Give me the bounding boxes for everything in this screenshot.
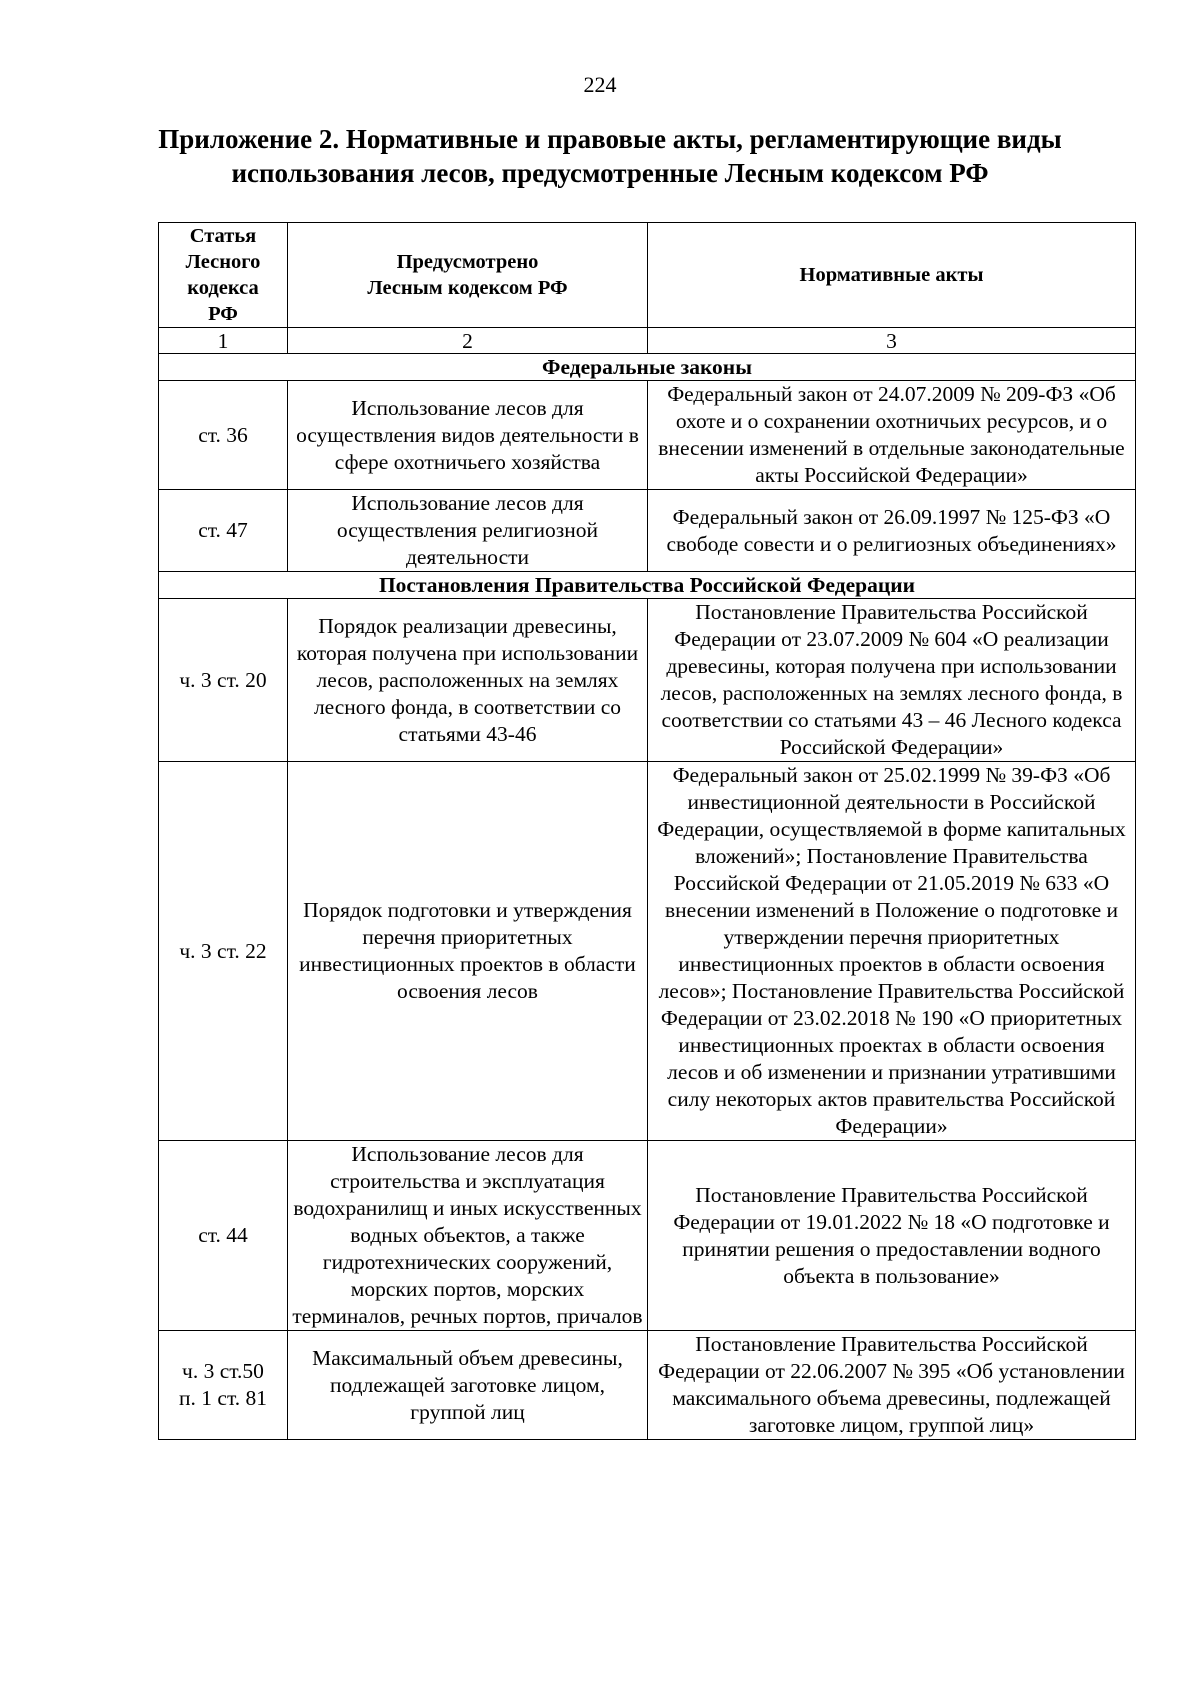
article-reference: ч. 3 ст. 20 [179, 667, 267, 692]
section-row [159, 354, 1136, 381]
provision-cell: Порядок реализации древесины, которая получена при использовании лесов, расположенных на землях лесного фонда, в соответствии со статьями 43-46 [288, 599, 648, 762]
header-article-line: Статья [189, 225, 257, 247]
article-reference: ст. 44 [198, 1223, 248, 1247]
provision-cell: Порядок подготовки и утверждения перечня приоритетных инвестиционных проектов в области освоения лесов [288, 762, 648, 1141]
article-reference: п. 1 ст. 81 [179, 1386, 267, 1410]
article-reference: ст. 36 [198, 422, 248, 447]
header-provision-line: Предусмотрено [396, 251, 539, 273]
acts-cell: Федеральный закон от 26.09.1997 № 125-ФЗ «О свободе совести и о религиозных объединениях» [648, 490, 1136, 572]
section-row [159, 572, 1136, 599]
article-cell [159, 1141, 288, 1331]
article-cell [159, 762, 288, 1141]
header-provision-line: Лесным кодексом РФ [367, 277, 568, 299]
regulations-table [158, 222, 1136, 1440]
table-row [159, 490, 1136, 572]
page-title [150, 122, 1070, 190]
header-article-line: Лесного [185, 251, 261, 273]
section-title: Постановления Правительства Российской Федерации [159, 572, 1136, 599]
article-cell [159, 490, 288, 572]
acts-cell: Федеральный закон от 24.07.2009 № 209-ФЗ «Об охоте и о сохранении охотничьих ресурсов, и о внесении изменений в отдельные законодательные акты Российской Федерации» [648, 381, 1136, 490]
table-row [159, 1331, 1136, 1440]
acts-cell: Федеральный закон от 25.02.1999 № 39-ФЗ «Об инвестиционной деятельности в Российской Федерации, осуществляемой в форме капитальных вложений»; Постановление Правительства Российской Федерации от 21.05.2019 № 633 «О внесении изменений в Положение о подготовке и утверждении перечня приоритетных инвестиционных проектов в области освоения лесов»; Постановление Правительства Российской Федерации от 23.02.2018 № 190 «О приоритетных инвестиционных проектах в области освоения лесов и об изменении и признании утратившими силу некоторых актов правительства Российской Федерации» [648, 762, 1136, 1141]
table-header-row [159, 223, 1136, 328]
provision-cell: Использование лесов для строительства и эксплуатация водохранилищ и иных искусственных водных объектов, а также гидротехнических сооружений, морских портов, морских терминалов, речных портов, причалов [288, 1141, 648, 1331]
table-row [159, 599, 1136, 762]
header-article [159, 223, 288, 328]
article-reference: ч. 3 ст.50 [182, 1359, 264, 1383]
page-title-line-2: использования лесов, предусмотренные Лесным кодексом РФ [231, 158, 989, 188]
acts-cell: Постановление Правительства Российской Федерации от 22.06.2007 № 395 «Об установлении максимального объема древесины, подлежащей заготовке лицом, группой лиц» [648, 1331, 1136, 1440]
header-article-line: РФ [208, 303, 238, 325]
column-number: 2 [288, 328, 648, 354]
article-reference: ст. 47 [198, 518, 248, 542]
provision-cell: Использование лесов для осуществления религиозной деятельности [288, 490, 648, 572]
column-number-row [159, 328, 1136, 354]
header-article-line: кодекса [187, 277, 259, 299]
article-cell [159, 381, 288, 490]
table-body [159, 328, 1136, 1440]
header-provision [288, 223, 648, 328]
column-number: 3 [648, 328, 1136, 354]
section-title: Федеральные законы [159, 354, 1136, 381]
header-acts: Нормативные акты [648, 223, 1136, 328]
column-number: 1 [159, 328, 288, 354]
table-row [159, 381, 1136, 490]
table-row [159, 1141, 1136, 1331]
acts-cell: Постановление Правительства Российской Федерации от 23.07.2009 № 604 «О реализации древесины, которая получена при использовании лесов, расположенных на землях лесного фонда, в соответствии со статьями 43 – 46 Лесного кодекса Российской Федерации» [648, 599, 1136, 762]
article-cell [159, 1331, 288, 1440]
page-title-line-1: Приложение 2. Нормативные и правовые акты, регламентирующие виды [158, 124, 1062, 154]
provision-cell: Использование лесов для осуществления видов деятельности в сфере охотничьего хозяйства [288, 381, 648, 490]
acts-cell: Постановление Правительства Российской Федерации от 19.01.2022 № 18 «О подготовке и принятии решения о предоставлении водного объекта в пользование» [648, 1141, 1136, 1331]
article-reference: ч. 3 ст. 22 [179, 938, 267, 963]
page-number: 224 [583, 72, 617, 97]
table-row [159, 762, 1136, 1141]
provision-cell: Максимальный объем древесины, подлежащей заготовке лицом, группой лиц [288, 1331, 648, 1440]
article-cell [159, 599, 288, 762]
